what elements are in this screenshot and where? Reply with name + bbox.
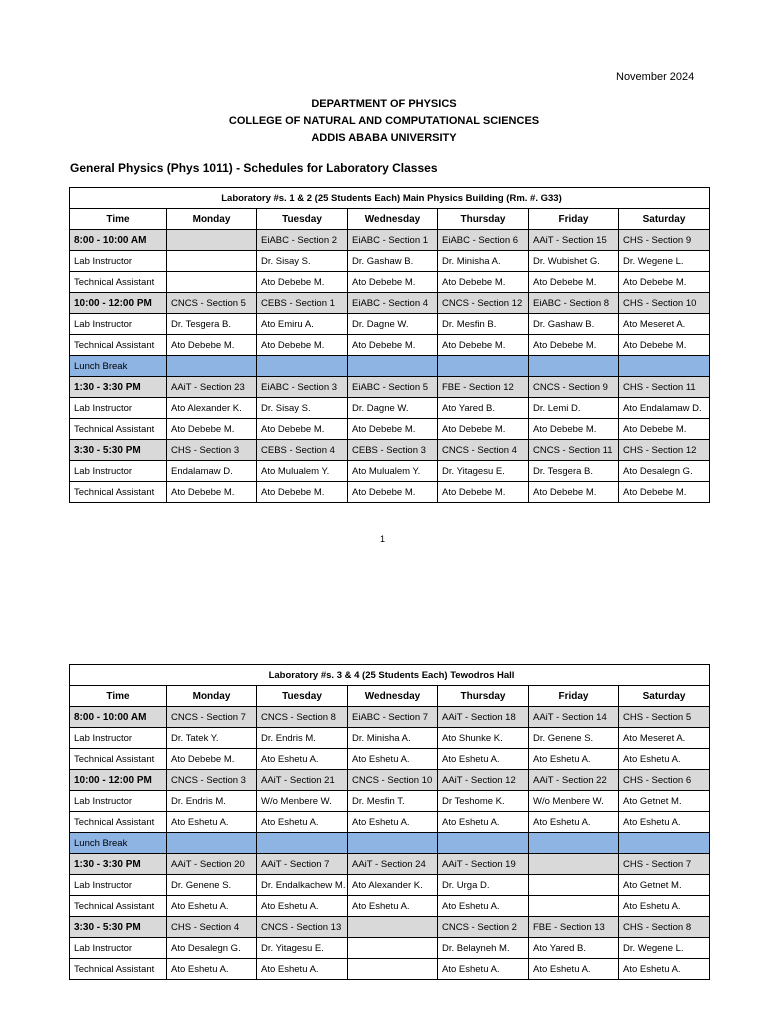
time-slot-row (70, 440, 710, 461)
schedule-cell: FBE - Section 13 (529, 917, 619, 938)
schedule-cell: Dr. Gashaw B. (529, 314, 619, 335)
table-caption-row (70, 188, 710, 209)
schedule-cell: Ato Eshetu A. (438, 896, 529, 917)
column-header-wednesday: Wednesday (348, 209, 438, 230)
schedule-cell: CNCS - Section 3 (167, 770, 257, 791)
schedule-cell: CNCS - Section 4 (438, 440, 529, 461)
schedule-cell: Ato Debebe M. (348, 482, 438, 503)
column-header-monday: Monday (167, 686, 257, 707)
schedule-cell: CNCS - Section 9 (529, 377, 619, 398)
column-header-thursday: Thursday (438, 209, 529, 230)
schedule-cell: Endalamaw D. (167, 461, 257, 482)
schedule-cell: CHS - Section 12 (619, 440, 710, 461)
schedule-cell: CNCS - Section 11 (529, 440, 619, 461)
time-slot-row (70, 377, 710, 398)
row-label: Technical Assistant (70, 896, 167, 917)
row-label: Technical Assistant (70, 749, 167, 770)
row-label: Technical Assistant (70, 812, 167, 833)
lunch-break-cell (619, 356, 710, 377)
schedule-cell: Ato Meseret A. (619, 314, 710, 335)
column-header-time: Time (70, 209, 167, 230)
schedule-cell: W/o Menbere W. (257, 791, 348, 812)
column-header-thursday: Thursday (438, 686, 529, 707)
schedule-cell: Dr. Urga D. (438, 875, 529, 896)
schedule-cell: Dr. Gashaw B. (348, 251, 438, 272)
row-label: Technical Assistant (70, 482, 167, 503)
schedule-cell (348, 959, 438, 980)
column-header-friday: Friday (529, 209, 619, 230)
schedule-cell: Ato Debebe M. (529, 272, 619, 293)
schedule-cell: Ato Debebe M. (438, 335, 529, 356)
table-row (70, 812, 710, 833)
time-slot-row (70, 293, 710, 314)
schedule-cell (167, 230, 257, 251)
schedule-cell: Ato Debebe M. (619, 335, 710, 356)
column-header-tuesday: Tuesday (257, 209, 348, 230)
row-label: Lab Instructor (70, 791, 167, 812)
schedule-cell: CHS - Section 10 (619, 293, 710, 314)
university-title: ADDIS ABABA UNIVERSITY (311, 132, 457, 144)
schedule-cell: CNCS - Section 10 (348, 770, 438, 791)
schedule-cell: Dr. Endalkachew M. (257, 875, 348, 896)
schedule-cell: W/o Menbere W. (529, 791, 619, 812)
row-label: Technical Assistant (70, 959, 167, 980)
schedule-cell: Ato Debebe M. (348, 419, 438, 440)
time-slot-row (70, 854, 710, 875)
table-row (70, 272, 710, 293)
schedule-cell (529, 875, 619, 896)
schedule-cell: Ato Yared B. (529, 938, 619, 959)
schedule-cell: Dr. Sisay S. (257, 398, 348, 419)
schedule-cell: Ato Debebe M. (167, 482, 257, 503)
schedule-cell: Ato Debebe M. (167, 335, 257, 356)
time-slot-row (70, 770, 710, 791)
schedule-cell: Ato Eshetu A. (529, 959, 619, 980)
schedule-cell: Ato Eshetu A. (257, 896, 348, 917)
schedule-cell: EiABC - Section 5 (348, 377, 438, 398)
schedule-cell: Ato Debebe M. (438, 419, 529, 440)
row-label: 8:00 - 10:00 AM (70, 230, 167, 251)
table-row (70, 791, 710, 812)
table-row (70, 938, 710, 959)
column-header-tuesday: Tuesday (257, 686, 348, 707)
row-label: 1:30 - 3:30 PM (70, 377, 167, 398)
schedule-cell: Dr. Yitagesu E. (438, 461, 529, 482)
schedule-cell: Ato Desalegn G. (619, 461, 710, 482)
schedule-cell: AAiT - Section 7 (257, 854, 348, 875)
schedule-cell: CNCS - Section 13 (257, 917, 348, 938)
row-label: Lab Instructor (70, 251, 167, 272)
lunch-break-cell (257, 356, 348, 377)
schedule-cell: CNCS - Section 12 (438, 293, 529, 314)
schedule-cell: EiABC - Section 4 (348, 293, 438, 314)
schedule-cell: EiABC - Section 3 (257, 377, 348, 398)
schedule-cell: AAiT - Section 19 (438, 854, 529, 875)
time-slot-row (70, 917, 710, 938)
table-row (70, 335, 710, 356)
row-label: 8:00 - 10:00 AM (70, 707, 167, 728)
schedule-cell: Dr. Mesfin T. (348, 791, 438, 812)
schedule-cell: Ato Eshetu A. (348, 749, 438, 770)
schedule-cell: Ato Eshetu A. (257, 959, 348, 980)
schedule-cell: AAiT - Section 23 (167, 377, 257, 398)
schedule-cell: FBE - Section 12 (438, 377, 529, 398)
row-label: Technical Assistant (70, 272, 167, 293)
schedule-cell: CHS - Section 6 (619, 770, 710, 791)
time-slot-row (70, 230, 710, 251)
lab-location-caption: Laboratory #s. 1 & 2 (25 Students Each) Main Physics Building (Rm. #. G33) (70, 188, 710, 209)
lunch-break-label: Lunch Break (70, 356, 167, 377)
schedule-cell: CHS - Section 5 (619, 707, 710, 728)
schedule-cell: Ato Eshetu A. (167, 896, 257, 917)
schedule-cell: AAiT - Section 20 (167, 854, 257, 875)
schedule-cell: Ato Debebe M. (529, 335, 619, 356)
schedule-cell: CEBS - Section 1 (257, 293, 348, 314)
column-header-friday: Friday (529, 686, 619, 707)
table-row (70, 461, 710, 482)
row-label: Lab Instructor (70, 875, 167, 896)
row-label: Lab Instructor (70, 461, 167, 482)
schedule-cell: CHS - Section 4 (167, 917, 257, 938)
table-row (70, 959, 710, 980)
table-row (70, 398, 710, 419)
schedule-cell: Ato Getnet M. (619, 791, 710, 812)
row-label: Technical Assistant (70, 419, 167, 440)
schedule-cell: Dr. Endris M. (167, 791, 257, 812)
schedule-cell: Dr. Tesgera B. (529, 461, 619, 482)
schedule-cell: Dr. Minisha A. (348, 728, 438, 749)
course-schedule-title: General Physics (Phys 1011) - Schedules for Laboratory Classes (70, 161, 438, 175)
college-title: COLLEGE OF NATURAL AND COMPUTATIONAL SCIENCES (228, 115, 540, 127)
schedule-cell: CHS - Section 9 (619, 230, 710, 251)
schedule-cell (167, 272, 257, 293)
schedule-cell (529, 854, 619, 875)
lab-location-caption: Laboratory #s. 3 & 4 (25 Students Each) Tewodros Hall (70, 665, 710, 686)
schedule-cell (348, 938, 438, 959)
schedule-cell: Dr. Minisha A. (438, 251, 529, 272)
column-header-saturday: Saturday (619, 209, 710, 230)
table-header-row (70, 686, 710, 707)
time-slot-row (70, 707, 710, 728)
table-row (70, 419, 710, 440)
schedule-cell: Ato Mulualem Y. (348, 461, 438, 482)
page-number: 1 (380, 534, 386, 544)
lab-schedule-table-1 (69, 187, 710, 503)
schedule-cell: EiABC - Section 6 (438, 230, 529, 251)
schedule-cell: Ato Debebe M. (257, 482, 348, 503)
row-label: Technical Assistant (70, 335, 167, 356)
schedule-cell: Dr. Wegene L. (619, 938, 710, 959)
row-label: 3:30 - 5:30 PM (70, 440, 167, 461)
schedule-cell: Ato Eshetu A. (619, 896, 710, 917)
schedule-cell: Dr. Belayneh M. (438, 938, 529, 959)
lunch-break-label: Lunch Break (70, 833, 167, 854)
schedule-cell: Ato Debebe M. (438, 272, 529, 293)
schedule-cell: Ato Yared B. (438, 398, 529, 419)
table-row (70, 728, 710, 749)
schedule-cell: Ato Debebe M. (167, 419, 257, 440)
schedule-cell: EiABC - Section 7 (348, 707, 438, 728)
table-row (70, 875, 710, 896)
schedule-cell: CEBS - Section 4 (257, 440, 348, 461)
schedule-cell: CHS - Section 8 (619, 917, 710, 938)
row-label: Lab Instructor (70, 938, 167, 959)
schedule-cell: Dr. Wubishet G. (529, 251, 619, 272)
schedule-cell: CHS - Section 11 (619, 377, 710, 398)
schedule-cell: Dr. Mesfin B. (438, 314, 529, 335)
schedule-cell: Ato Debebe M. (257, 419, 348, 440)
column-header-wednesday: Wednesday (348, 686, 438, 707)
schedule-cell: Ato Eshetu A. (438, 749, 529, 770)
schedule-cell: Ato Debebe M. (619, 419, 710, 440)
schedule-cell: Ato Debebe M. (167, 749, 257, 770)
schedule-cell: Ato Eshetu A. (619, 812, 710, 833)
schedule-cell: Dr. Dagne W. (348, 314, 438, 335)
schedule-cell: Ato Eshetu A. (257, 812, 348, 833)
schedule-cell: Ato Eshetu A. (348, 896, 438, 917)
schedule-cell (167, 251, 257, 272)
schedule-cell: Dr. Lemi D. (529, 398, 619, 419)
schedule-cell: CHS - Section 7 (619, 854, 710, 875)
schedule-cell: Ato Debebe M. (529, 419, 619, 440)
schedule-cell (348, 917, 438, 938)
schedule-cell: Ato Endalamaw D. (619, 398, 710, 419)
schedule-cell: Dr. Genene S. (529, 728, 619, 749)
schedule-cell: Ato Eshetu A. (348, 812, 438, 833)
schedule-cell: Dr. Wegene L. (619, 251, 710, 272)
lunch-break-cell (438, 833, 529, 854)
schedule-cell: Ato Debebe M. (619, 482, 710, 503)
lunch-break-row (70, 356, 710, 377)
schedule-cell: Ato Eshetu A. (619, 959, 710, 980)
schedule-cell: Ato Mulualem Y. (257, 461, 348, 482)
schedule-cell: AAiT - Section 21 (257, 770, 348, 791)
schedule-cell: Dr. Yitagesu E. (257, 938, 348, 959)
schedule-cell: Ato Eshetu A. (529, 749, 619, 770)
schedule-cell: EiABC - Section 1 (348, 230, 438, 251)
row-label: 1:30 - 3:30 PM (70, 854, 167, 875)
schedule-cell: Ato Desalegn G. (167, 938, 257, 959)
lunch-break-cell (529, 356, 619, 377)
schedule-cell: Ato Eshetu A. (438, 812, 529, 833)
schedule-cell: CEBS - Section 3 (348, 440, 438, 461)
schedule-cell: Ato Eshetu A. (167, 812, 257, 833)
schedule-cell: Dr. Genene S. (167, 875, 257, 896)
lunch-break-row (70, 833, 710, 854)
schedule-cell: Ato Debebe M. (619, 272, 710, 293)
schedule-cell: Ato Alexander K. (167, 398, 257, 419)
schedule-cell: Ato Emiru A. (257, 314, 348, 335)
lunch-break-cell (619, 833, 710, 854)
schedule-cell: AAiT - Section 22 (529, 770, 619, 791)
schedule-cell: Ato Eshetu A. (438, 959, 529, 980)
schedule-cell: Dr. Tesgera B. (167, 314, 257, 335)
schedule-cell: CNCS - Section 5 (167, 293, 257, 314)
schedule-cell: AAiT - Section 18 (438, 707, 529, 728)
schedule-cell: Ato Meseret A. (619, 728, 710, 749)
schedule-cell: EiABC - Section 8 (529, 293, 619, 314)
lunch-break-cell (167, 833, 257, 854)
table-row (70, 482, 710, 503)
schedule-cell: Ato Eshetu A. (167, 959, 257, 980)
schedule-cell: Ato Eshetu A. (529, 812, 619, 833)
row-label: Lab Instructor (70, 314, 167, 335)
lunch-break-cell (348, 356, 438, 377)
schedule-cell: Ato Eshetu A. (257, 749, 348, 770)
schedule-cell: Ato Debebe M. (529, 482, 619, 503)
schedule-cell: Ato Eshetu A. (619, 749, 710, 770)
schedule-cell: Dr. Tatek Y. (167, 728, 257, 749)
row-label: 3:30 - 5:30 PM (70, 917, 167, 938)
table-row (70, 314, 710, 335)
schedule-cell: CNCS - Section 8 (257, 707, 348, 728)
department-title: DEPARTMENT OF PHYSICS (311, 98, 457, 110)
row-label: 10:00 - 12:00 PM (70, 293, 167, 314)
schedule-cell: Dr. Dagne W. (348, 398, 438, 419)
table-caption-row (70, 665, 710, 686)
lunch-break-cell (348, 833, 438, 854)
column-header-monday: Monday (167, 209, 257, 230)
schedule-cell: AAiT - Section 12 (438, 770, 529, 791)
lunch-break-cell (529, 833, 619, 854)
lunch-break-cell (438, 356, 529, 377)
schedule-cell: Ato Debebe M. (438, 482, 529, 503)
table-row (70, 749, 710, 770)
schedule-cell: CNCS - Section 7 (167, 707, 257, 728)
lab-schedule-table-2 (69, 664, 710, 980)
schedule-cell: CHS - Section 3 (167, 440, 257, 461)
schedule-cell: Ato Debebe M. (257, 272, 348, 293)
column-header-time: Time (70, 686, 167, 707)
schedule-cell: AAiT - Section 24 (348, 854, 438, 875)
schedule-cell (529, 896, 619, 917)
lunch-break-cell (257, 833, 348, 854)
schedule-cell: AAiT - Section 15 (529, 230, 619, 251)
row-label: 10:00 - 12:00 PM (70, 770, 167, 791)
schedule-cell: Ato Shunke K. (438, 728, 529, 749)
schedule-cell: EiABC - Section 2 (257, 230, 348, 251)
schedule-cell: Ato Getnet M. (619, 875, 710, 896)
schedule-cell: CNCS - Section 2 (438, 917, 529, 938)
schedule-cell: Ato Debebe M. (257, 335, 348, 356)
table-row (70, 896, 710, 917)
schedule-cell: Dr. Endris M. (257, 728, 348, 749)
schedule-cell: AAiT - Section 14 (529, 707, 619, 728)
table-header-row (70, 209, 710, 230)
row-label: Lab Instructor (70, 728, 167, 749)
schedule-cell: Ato Debebe M. (348, 272, 438, 293)
document-date: November 2024 (616, 71, 695, 83)
schedule-cell: Ato Alexander K. (348, 875, 438, 896)
row-label: Lab Instructor (70, 398, 167, 419)
lunch-break-cell (167, 356, 257, 377)
schedule-cell: Dr. Sisay S. (257, 251, 348, 272)
schedule-cell: Dr Teshome K. (438, 791, 529, 812)
table-row (70, 251, 710, 272)
schedule-cell: Ato Debebe M. (348, 335, 438, 356)
column-header-saturday: Saturday (619, 686, 710, 707)
